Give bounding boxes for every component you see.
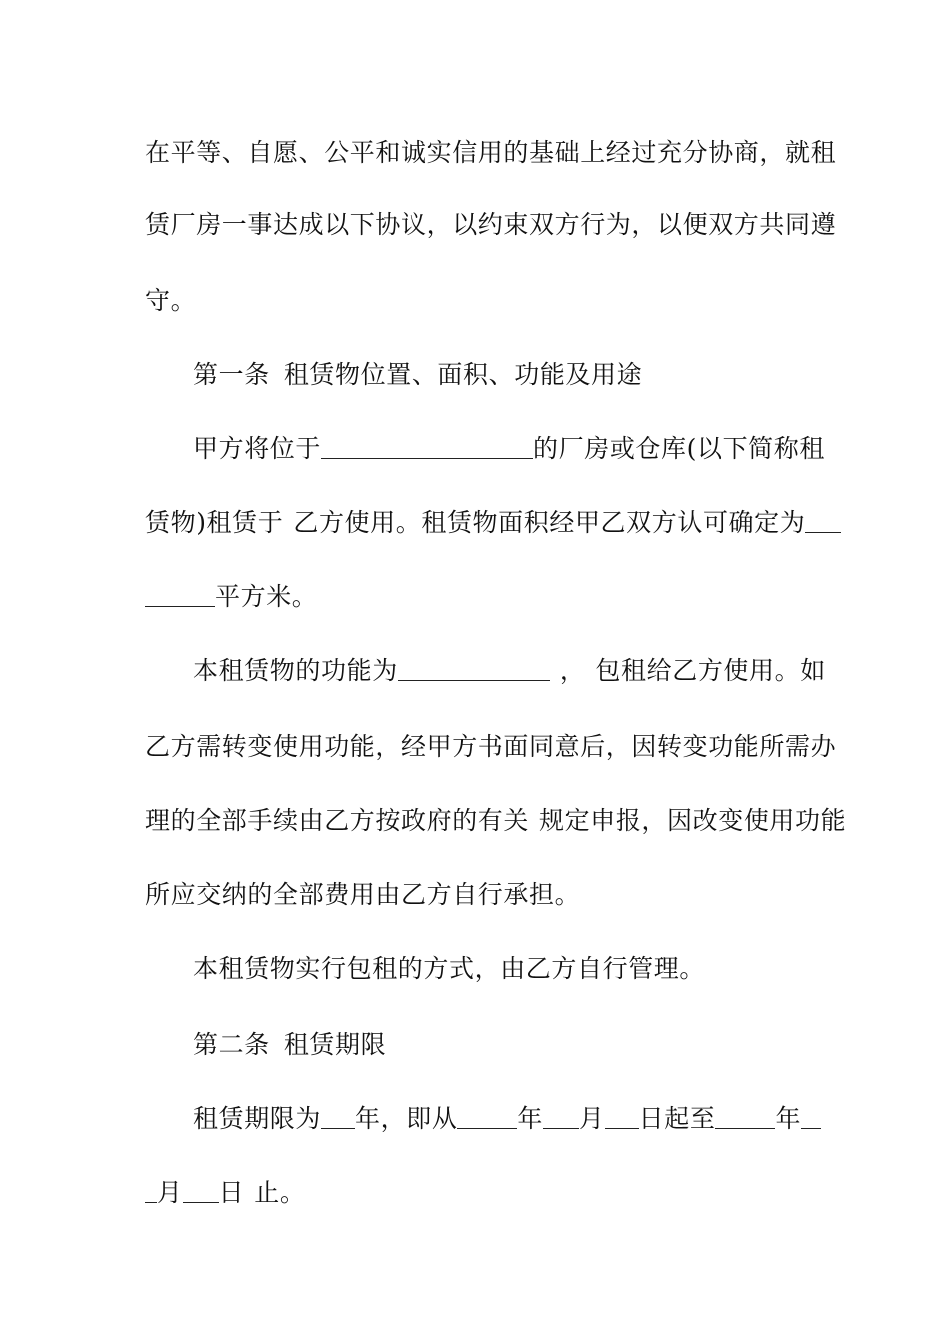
text: 本租赁物实行包租的方式，由乙方自行管理。: [193, 954, 706, 983]
article-title: 租赁期限: [283, 1030, 387, 1059]
text: 乙方使用。租赁物面积经甲乙双方认可确定为: [293, 508, 806, 537]
paragraph-line: [193, 654, 826, 688]
fill-in-blank: [805, 510, 841, 533]
text: 本租赁物的功能为: [193, 656, 398, 685]
text: 日起至: [638, 1104, 716, 1133]
paragraph-line: [145, 730, 837, 764]
paragraph-line: [193, 1102, 810, 1136]
text: 的厂房或仓库(以下简称租: [533, 434, 825, 463]
text: 理的全部手续由乙方按政府的有关: [145, 806, 530, 835]
text: 在平等、自愿、公平和诚实信用的基础上经过充分协商，就租: [145, 138, 837, 167]
text: 日: [218, 1178, 245, 1207]
text: 包租给乙方使用。如: [595, 656, 826, 685]
text: 甲方将位于: [193, 434, 322, 463]
text: 规定申报，因改变使用功能: [539, 806, 847, 835]
text: 月: [579, 1104, 605, 1133]
fill-in-blank: [715, 1106, 775, 1129]
text: 赁物)租赁于: [145, 508, 284, 537]
article-title: 租赁物位置、面积、功能及用途: [283, 360, 643, 389]
fill-in-blank: [398, 658, 550, 681]
article-heading: [193, 1028, 810, 1062]
article-number: 第二条: [193, 1030, 270, 1059]
paragraph-line: [145, 506, 810, 540]
paragraph-line: [145, 804, 847, 838]
fill-in-blank: [801, 1106, 821, 1129]
fill-in-blank: [457, 1106, 517, 1129]
fill-in-blank: [605, 1106, 639, 1129]
text: 年: [775, 1104, 802, 1133]
paragraph-line: [145, 878, 810, 912]
fill-in-blank: [183, 1180, 219, 1203]
text: 乙方需转变使用功能，经甲方书面同意后，因转变功能所需办: [145, 732, 837, 761]
text: 年，即从: [355, 1104, 458, 1133]
text: 止。: [254, 1178, 306, 1207]
text: 月: [157, 1178, 183, 1207]
fill-in-blank: [321, 1106, 355, 1129]
fill-in-blank: [321, 436, 533, 459]
article-heading: [193, 358, 810, 392]
paragraph-line: [145, 1176, 810, 1210]
paragraph-line: [145, 208, 837, 242]
text: 守。: [145, 286, 197, 315]
paragraph-line: [193, 952, 810, 986]
paragraph-line: [145, 136, 837, 170]
text: 租赁期限为: [193, 1104, 322, 1133]
text: 赁厂房一事达成以下协议，以约束双方行为，以便双方共同遵: [145, 210, 837, 239]
article-number: 第一条: [193, 360, 270, 389]
fill-in-blank: [543, 1106, 579, 1129]
paragraph-line: [145, 580, 810, 614]
text: 年: [517, 1104, 544, 1133]
text: 所应交纳的全部费用由乙方自行承担。: [145, 880, 581, 909]
paragraph-line: [193, 432, 825, 466]
fill-in-blank: [145, 1180, 157, 1203]
paragraph-line: [145, 284, 810, 318]
text: ，: [559, 656, 586, 685]
text: 平方米。: [215, 582, 318, 611]
fill-in-blank: [145, 584, 215, 607]
